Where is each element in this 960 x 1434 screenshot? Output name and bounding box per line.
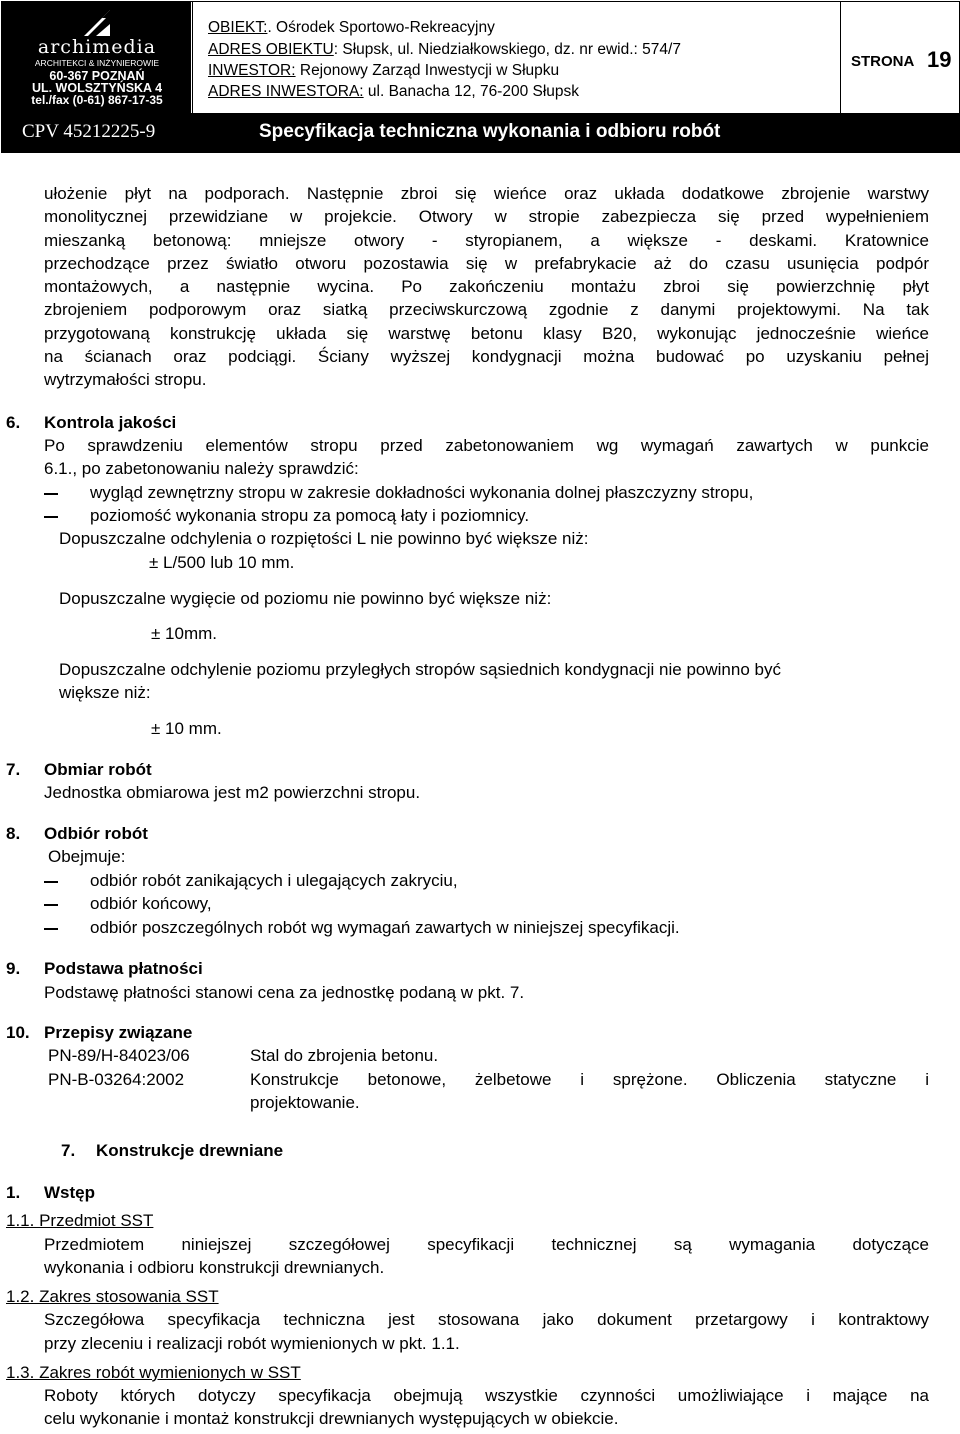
wstep-title: Wstęp <box>44 1183 95 1202</box>
logo-tagline: ARCHITEKCI & INŻYNIEROWIE <box>34 58 160 68</box>
section-8-bullet: odbiór robót zanikających i ulegających zakryciu, <box>90 871 458 890</box>
section-6-text: 6.1., po zabetonowaniu należy sprawdzić: <box>44 459 359 478</box>
subsection-text: wykonania i odbioru konstrukcji drewnianych. <box>44 1258 385 1277</box>
intro-line: wytrzymałości stropu. <box>44 370 207 389</box>
section-10-number: 10. <box>6 1023 30 1042</box>
subsection-text: przy zleceniu i realizacji robót wymienionych w pkt. 1.1. <box>44 1334 460 1353</box>
intro-line: mieszanką betonową: mniejsze otwory - styropianem, a większe - deskami. Kratownice <box>44 231 929 250</box>
standard-description: projektowanie. <box>250 1093 360 1112</box>
subsection-heading: 1.1. Przedmiot SST <box>6 1211 154 1230</box>
bullet-dash <box>44 881 58 883</box>
subsection-text: Przedmiotem niniejszej szczegółowej specyfikacji technicznej są wymagania dotyczące <box>44 1235 929 1254</box>
header-title-bar <box>1 113 960 153</box>
intro-line: montażowych, a następnie wycina. Po zakończeniu montażu zbroi się powierzchnię płyt <box>44 277 929 296</box>
section-9-text: Podstawę płatności stanowi cena za jednostkę podaną w pkt. 7. <box>44 983 525 1002</box>
investor-line <box>208 62 559 80</box>
intro-line: przygotowaną konstrukcję układa się warstwę betonu klasy B20, wykonując jednocześnie wieńce <box>44 324 929 343</box>
standard-code: PN-B-03264:2002 <box>48 1070 185 1089</box>
bullet-dash <box>44 516 58 518</box>
object-address-label: ADRES OBIEKTU <box>208 41 334 58</box>
section-8-intro: Obejmuje: <box>48 847 126 866</box>
logo-street: UL. WOLSZTYŃSKA 4 <box>31 81 163 95</box>
wstep-number: 1. <box>6 1183 21 1202</box>
bullet-dash <box>44 904 58 906</box>
logo-phone: tel./fax (0-61) 867-17-35 <box>31 93 163 107</box>
page-number-block <box>840 2 960 114</box>
standard-description: Stal do zbrojenia betonu. <box>250 1046 439 1065</box>
tolerance-text: Dopuszczalne odchylenia o rozpiętości L nie powinno być większe niż: <box>59 529 589 548</box>
section-8-bullet: odbiór poszczególnych robót wg wymagań zawartych w niniejszej specyfikacji. <box>90 918 680 937</box>
section-6-number: 6. <box>6 413 21 432</box>
page-label: STRONA <box>851 53 915 70</box>
subsection-text: Szczegółowa specyfikacja techniczna jest stosowana jako dokument przetargowy i kontraktowy <box>44 1310 929 1329</box>
standard-code: PN-89/H-84023/06 <box>48 1046 190 1065</box>
section-8-bullet: odbiór końcowy, <box>90 894 212 913</box>
section-8-title: Odbiór robót <box>44 824 148 843</box>
intro-line: na ścianach oraz podciągi. Ściany wyższej kondygnacji można budować po uzyskaniu pełnej <box>44 347 929 366</box>
section-7-text: Jednostka obmiarowa jest m2 powierzchni stropu. <box>44 783 421 802</box>
section-6-bullet: poziomość wykonania stropu za pomocą łaty i poziomnicy. <box>90 506 530 525</box>
logo-brand: archimedia <box>37 36 157 58</box>
page-number: 19 <box>927 47 952 72</box>
archimedia-logo-icon <box>82 8 112 38</box>
page-header <box>0 0 960 154</box>
subsection-heading: 1.3. Zakres robót wymienionych w SST <box>6 1363 301 1382</box>
company-logo-block <box>2 2 191 114</box>
standard-description: Konstrukcje betonowe, żelbetowe i sprężone. Obliczenia statyczne i <box>250 1070 929 1089</box>
part-7-title: Konstrukcje drewniane <box>96 1141 284 1160</box>
tolerance-text: Dopuszczalne odchylenie poziomu przyległych stropów sąsiednich kondygnacji nie powinno być <box>59 660 781 679</box>
section-6-bullet: wygląd zewnętrzny stropu w zakresie dokładności wykonania dolnej płaszczyzny stropu, <box>90 483 754 502</box>
section-6-title: Kontrola jakości <box>44 413 177 432</box>
subsection-text: celu wykonanie i montaż konstrukcji drewnianych występujących w obiekcie. <box>44 1409 619 1428</box>
intro-line: przechodzące przez światło otworu pozostawia się w prefabrykacie aż do czasu usunięcia podpór <box>44 254 929 273</box>
tolerance-value: ± L/500 lub 10 mm. <box>149 553 295 572</box>
intro-line: monolitycznej przewidziane w projekcie. Otwory w stropie zabezpiecza się przed wypełnieniem <box>44 207 929 226</box>
intro-line: ułożenie płyt na podporach. Następnie zbroi się wieńce oraz układa dodatkowe zbrojenie warstwy <box>44 184 929 203</box>
section-7-title: Obmiar robót <box>44 760 152 779</box>
header-top-row <box>1 1 960 115</box>
object-address-value: : Słupsk, ul. Niedziałkowskiego, dz. nr ewid.: 574/7 <box>333 41 681 58</box>
investor-address-line <box>208 83 579 101</box>
section-10-title: Przepisy związane <box>44 1023 193 1042</box>
section-6-text: Po sprawdzeniu elementów stropu przed zabetonowaniem wg wymagań zawartych w punkcie <box>44 436 929 455</box>
document-title: Specyfikacja techniczna wykonania i odbioru robót <box>259 121 721 142</box>
investor-address-value: ul. Banacha 12, 76-200 Słupsk <box>363 83 580 100</box>
object-address-line <box>208 41 681 59</box>
tolerance-value: ± 10mm. <box>151 624 218 643</box>
logo-postcode: 60-367 POZNAŃ <box>49 69 145 83</box>
object-label: OBIEKT: <box>208 19 268 36</box>
investor-address-label: ADRES INWESTORA: <box>208 83 364 100</box>
bullet-dash <box>44 493 58 495</box>
cpv-code: CPV 45212225-9 <box>22 121 156 142</box>
object-value: . Ośrodek Sportowo-Rekreacyjny <box>267 19 495 36</box>
object-line <box>208 19 495 37</box>
investor-value: Rejonowy Zarząd Inwestycji w Słupku <box>295 62 560 79</box>
section-9-title: Podstawa płatności <box>44 959 203 978</box>
subsection-heading: 1.2. Zakres stosowania SST <box>6 1287 219 1306</box>
intro-line: zbrojeniem podporowym oraz siatką przeciwskurczową zgodnie z danymi projektowymi. Na tak <box>44 300 929 319</box>
section-9-number: 9. <box>6 959 21 978</box>
tolerance-text: większe niż: <box>59 683 151 702</box>
tolerance-text: Dopuszczalne wygięcie od poziomu nie powinno być większe niż: <box>59 589 552 608</box>
investor-label: INWESTOR: <box>208 62 296 79</box>
section-8-number: 8. <box>6 824 21 843</box>
section-7-number: 7. <box>6 760 21 779</box>
subsection-text: Roboty których dotyczy specyfikacja obejmują wszystkie czynności umożliwiające i mające na <box>44 1386 929 1405</box>
project-info-block <box>192 2 841 114</box>
bullet-dash <box>44 928 58 930</box>
part-7-number: 7. <box>61 1141 76 1160</box>
tolerance-value: ± 10 mm. <box>151 719 222 738</box>
